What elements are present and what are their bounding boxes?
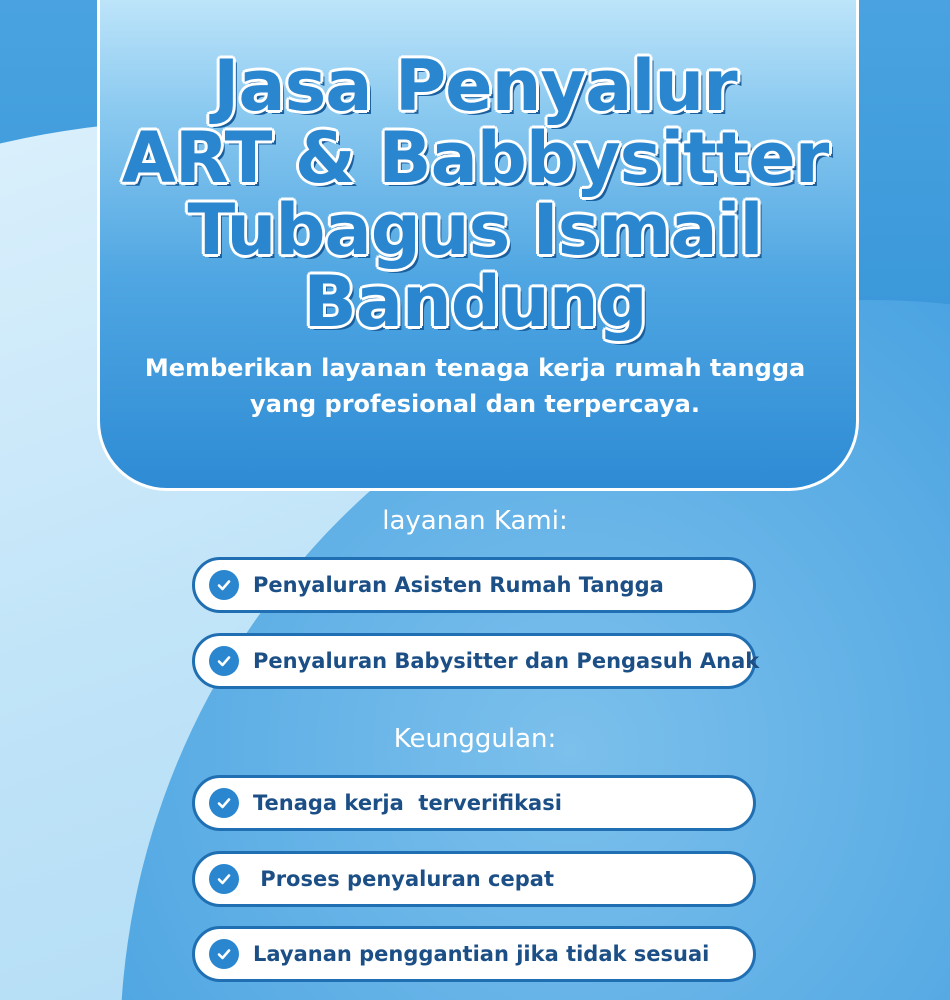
advantage-item-2 — [192, 851, 756, 907]
check-circle-icon — [209, 570, 239, 600]
title-line-1: Jasa Penyalur — [213, 45, 737, 127]
title-line-4: Bandung — [303, 261, 647, 343]
check-circle-icon — [209, 939, 239, 969]
advantage-item-label: Layanan penggantian jika tidak sesuai — [253, 942, 710, 966]
advantages-heading: Keunggulan: — [393, 724, 557, 754]
advantage-item-3 — [192, 926, 756, 982]
subtitle-line-2: yang profesional dan terpercaya. — [250, 390, 700, 418]
service-item-1 — [192, 557, 756, 613]
services-heading: layanan Kami: — [382, 506, 568, 536]
check-circle-icon — [209, 864, 239, 894]
service-item-2 — [192, 633, 760, 689]
advantage-item-label: Tenaga kerja terverifikasi — [253, 791, 562, 815]
check-circle-icon — [209, 788, 239, 818]
service-item-label: Penyaluran Asisten Rumah Tangga — [253, 573, 664, 597]
title-line-3: Tubagus Ismail — [187, 189, 763, 271]
page-title — [0, 45, 950, 343]
subtitle — [0, 350, 950, 422]
advantage-item-1 — [192, 775, 756, 831]
advantage-item-label: Proses penyaluran cepat — [253, 867, 554, 891]
title-line-2: ART & Babbysitter — [121, 117, 829, 199]
check-circle-icon — [209, 646, 239, 676]
service-item-label: Penyaluran Babysitter dan Pengasuh Anak — [253, 649, 760, 673]
subtitle-line-1: Memberikan layanan tenaga kerja rumah tangga — [144, 354, 806, 382]
